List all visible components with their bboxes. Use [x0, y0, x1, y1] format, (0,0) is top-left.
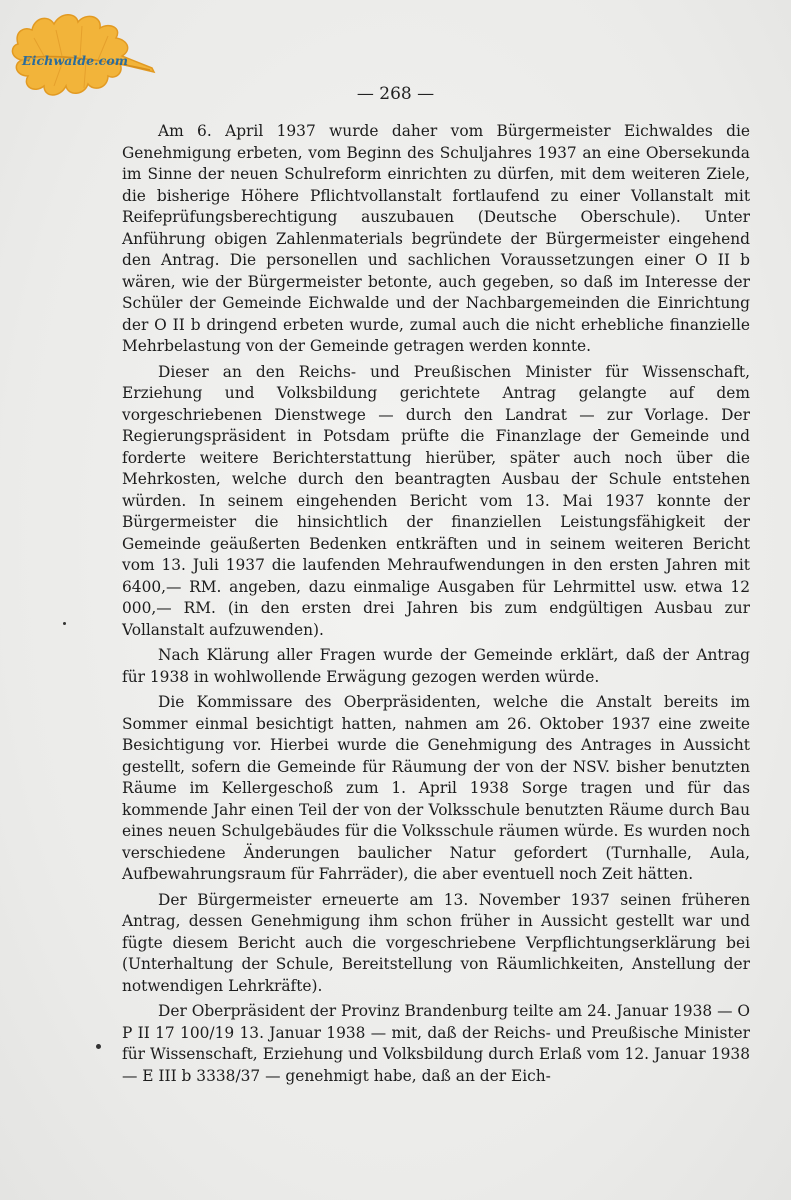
- body-text: [122, 121, 750, 1091]
- scan-speck: [63, 622, 66, 625]
- paragraph: Die Kommissare des Oberpräsidenten, welche die Anstalt bereits im Sommer einmal besichtigt hatten, nahmen am 26. Oktober 1937 eine zweite Besichtigung vor. Hierbei wurde die Genehmigung des Antrages in Aussicht gestellt, sofern die Gemeinde für Räumung der von der NSV. bisher benutzten Räume im Kellergeschoß zum 1. April 1938 Sorge tragen und für das kommende Jahr einen Teil der von der Volksschule benutzten Räume durch Bau eines neuen Schulgebäudes für die Volksschule räumen würde. Es wurden noch verschiedene Änderungen baulicher Natur gefordert (Turnhalle, Aula, Aufbewahrungsraum für Fahrräder), die aber eventuell noch Zeit hätten.: [122, 693, 750, 883]
- paragraph: Nach Klärung aller Fragen wurde der Gemeinde erklärt, daß der Antrag für 1938 in wohlwollende Erwägung gezogen werden würde.: [122, 646, 750, 686]
- page-number: — 268 —: [356, 84, 435, 104]
- scan-speck: [96, 1044, 101, 1049]
- paragraph: Der Oberpräsident der Provinz Brandenburg teilte am 24. Januar 1938 — O P II 17 100/19 13. Januar 1938 — mit, daß der Reichs- und Preußische Minister für Wissenschaft, Erziehung und Volksbildung durch Erlaß vom 12. Januar 1938 — E III b 3338/37 — genehmigt habe, daß an der Eich-: [122, 1002, 750, 1085]
- paragraph: Der Bürgermeister erneuerte am 13. November 1937 seinen früheren Antrag, dessen Genehmigung ihm schon früher in Aussicht gestellt war und fügte diesem Bericht auch die vorgeschriebene Verpflichtungserklärung bei (Unterhaltung der Schule, Bereitstellung von Räumlichkeiten, Anstellung der notwendigen Lehrkräfte).: [122, 890, 750, 995]
- paragraph: Dieser an den Reichs- und Preußischen Minister für Wissenschaft, Erziehung und Volksbildung gerichtete Antrag gelangte auf dem vorgeschriebenen Dienstwege — durch den Landrat — zur Vorlage. Der Regierungspräsident in Potsdam prüfte die Finanzlage der Gemeinde und forderte weitere Berichterstattung hierüber, später auch noch über die Mehrkosten, welche durch den beantragten Ausbau der Schule entstehen würden. In seinem eingehenden Bericht vom 13. Mai 1937 konnte der Bürgermeister die hinsichtlich der finanziellen Leistungsfähigkeit der Gemeinde geäußerten Bedenken entkräften und in seinem weiteren Bericht vom 13. Juli 1937 die laufenden Mehraufwendungen in den ersten Jahren mit 6400,— RM. angeben, dazu einmalige Ausgaben für Lehrmittel usw. etwa 12 000,— RM. (in den ersten drei Jahren bis zum endgültigen Ausbau zur Vollanstalt aufzuwenden).: [122, 362, 750, 639]
- paragraph: Am 6. April 1937 wurde daher vom Bürgermeister Eichwaldes die Genehmigung erbeten, vom Beginn des Schuljahres 1937 an eine Obersekunda im Sinne der neuen Schulreform einrichten zu dürfen, mit dem weiteren Ziele, die bisherige Höhere Pflichtvollanstalt fortlaufend zu einer Vollanstalt mit Reifeprüfungsberechtigung auszubauen (Deutsche Oberschule). Unter Anführung obigen Zahlenmaterials begründete der Bürgermeister eingehend den Antrag. Die personellen und sachlichen Voraussetzungen einer O II b wären, wie der Bürgermeister betonte, auch gegeben, so daß im Interesse der Schüler der Gemeinde Eichwalde und der Nachbargemeinden die Einrichtung der O II b dringend erbeten wurde, zumal auch die nicht erhebliche finanzielle Mehrbelastung von der Gemeinde getragen werden konnte.: [122, 122, 750, 355]
- logo-text: Eichwalde.com: [22, 53, 129, 68]
